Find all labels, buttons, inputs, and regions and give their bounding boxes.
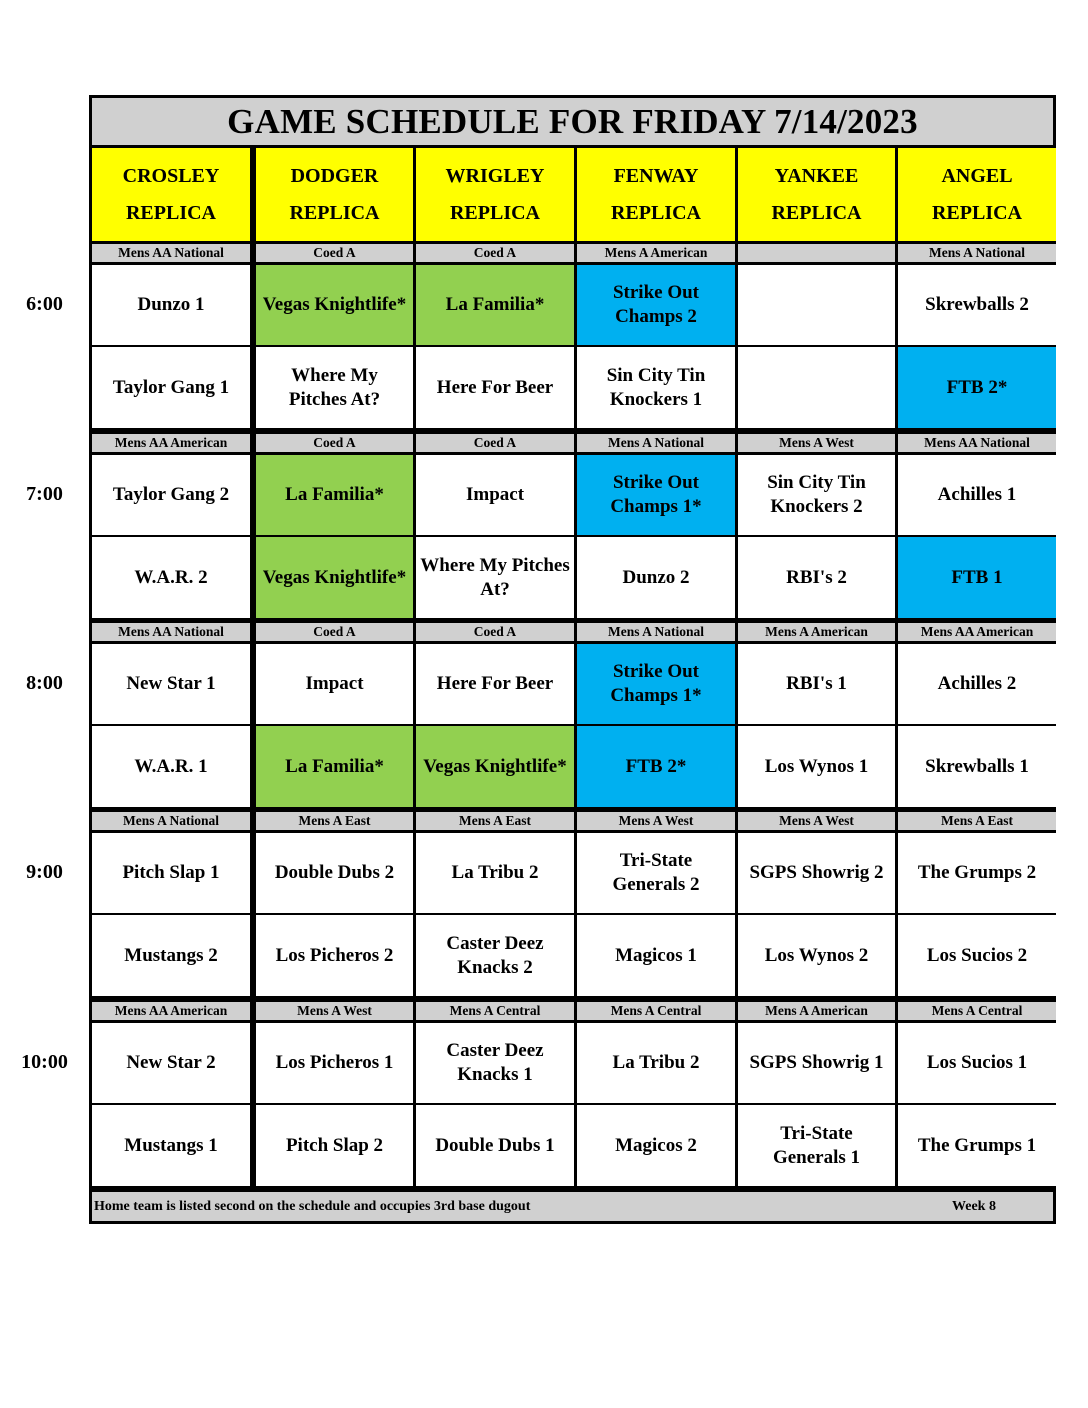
home-team-cell: Skrewballs 1: [898, 726, 1056, 807]
division-label: Mens A National: [898, 244, 1056, 262]
home-team-cell: Magicos 1: [577, 915, 735, 996]
page-title: GAME SCHEDULE FOR FRIDAY 7/14/2023: [92, 98, 1053, 145]
division-label: Coed A: [416, 244, 574, 262]
away-team-cell: Strike Out Champs 1*: [577, 644, 735, 724]
home-team-cell: Vegas Knightlife*: [256, 537, 413, 618]
home-team-cell: FTB 2*: [898, 347, 1056, 428]
time-label: 6:00: [26, 293, 63, 315]
away-team-cell: Los Sucios 1: [898, 1023, 1056, 1103]
division-label: Mens A National: [92, 812, 250, 830]
away-team-cell: Caster Deez Knacks 1: [416, 1023, 574, 1103]
away-team-cell: Impact: [256, 644, 413, 724]
field-name: ANGEL: [941, 164, 1013, 187]
home-team-cell: The Grumps 1: [898, 1105, 1056, 1186]
division-label: Mens A American: [738, 1002, 895, 1020]
home-team-cell: Sin City Tin Knockers 1: [577, 347, 735, 428]
division-label: [738, 244, 895, 262]
home-team-cell: Dunzo 2: [577, 537, 735, 618]
home-team-cell: Vegas Knightlife*: [416, 726, 574, 807]
division-label: Mens A West: [256, 1002, 413, 1020]
away-team-cell: La Tribu 2: [416, 833, 574, 913]
away-team-cell: New Star 1: [92, 644, 250, 724]
away-team-cell: Here For Beer: [416, 644, 574, 724]
away-team-cell: La Familia*: [256, 455, 413, 535]
away-team-cell: Strike Out Champs 2: [577, 265, 735, 345]
home-team-cell: Los Wynos 2: [738, 915, 895, 996]
schedule-table: [89, 95, 1056, 1224]
home-team-cell: Where My Pitches At?: [256, 347, 413, 428]
division-label: Mens A National: [577, 623, 735, 641]
away-team-cell: Pitch Slap 1: [92, 833, 250, 913]
time-label: 9:00: [26, 861, 63, 883]
away-team-cell: Vegas Knightlife*: [256, 265, 413, 345]
away-team-cell: La Familia*: [416, 265, 574, 345]
home-team-cell: Caster Deez Knacks 2: [416, 915, 574, 996]
field-type: REPLICA: [449, 201, 540, 224]
division-label: Mens A East: [416, 812, 574, 830]
home-team-cell: Mustangs 1: [92, 1105, 250, 1186]
field-type: REPLICA: [289, 201, 380, 224]
away-team-cell: Double Dubs 2: [256, 833, 413, 913]
division-label: Mens AA National: [898, 434, 1056, 452]
home-team-cell: W.A.R. 2: [92, 537, 250, 618]
away-team-cell: New Star 2: [92, 1023, 250, 1103]
home-team-cell: Los Wynos 1: [738, 726, 895, 807]
field-header: [898, 148, 1056, 241]
footer: [92, 1192, 1053, 1221]
away-team-cell: Dunzo 1: [92, 265, 250, 345]
away-team-cell: SGPS Showrig 1: [738, 1023, 895, 1103]
home-team-cell: FTB 1: [898, 537, 1056, 618]
home-team-cell: FTB 2*: [577, 726, 735, 807]
division-label: Coed A: [256, 244, 413, 262]
away-team-cell: [738, 265, 895, 345]
away-team-cell: Achilles 2: [898, 644, 1056, 724]
away-team-cell: Achilles 1: [898, 455, 1056, 535]
division-label: Mens AA American: [92, 434, 250, 452]
division-label: Mens A National: [577, 434, 735, 452]
away-team-cell: The Grumps 2: [898, 833, 1056, 913]
field-name: FENWAY: [613, 164, 699, 187]
division-label: Mens AA American: [92, 1002, 250, 1020]
time-label: 7:00: [26, 483, 63, 505]
field-type: REPLICA: [125, 201, 216, 224]
division-label: Coed A: [256, 434, 413, 452]
division-label: Coed A: [256, 623, 413, 641]
week-label: Week 8: [952, 1199, 996, 1214]
division-label: Mens A East: [256, 812, 413, 830]
division-label: Coed A: [416, 623, 574, 641]
division-label: Mens A West: [738, 434, 895, 452]
field-name: CROSLEY: [122, 164, 220, 187]
home-team-cell: Pitch Slap 2: [256, 1105, 413, 1186]
away-team-cell: Los Picheros 1: [256, 1023, 413, 1103]
away-team-cell: RBI's 1: [738, 644, 895, 724]
field-header: [738, 148, 895, 241]
field-header: [256, 148, 413, 241]
division-label: Mens A Central: [577, 1002, 735, 1020]
away-team-cell: Impact: [416, 455, 574, 535]
field-name: WRIGLEY: [445, 164, 545, 187]
time-label: 8:00: [26, 672, 63, 694]
field-type: REPLICA: [931, 201, 1022, 224]
home-team-cell: Mustangs 2: [92, 915, 250, 996]
away-team-cell: La Tribu 2: [577, 1023, 735, 1103]
division-label: Mens A American: [577, 244, 735, 262]
division-label: Mens AA American: [898, 623, 1056, 641]
away-team-cell: Strike Out Champs 1*: [577, 455, 735, 535]
division-label: Mens A East: [898, 812, 1056, 830]
away-team-cell: Tri-State Generals 2: [577, 833, 735, 913]
home-team-cell: Taylor Gang 1: [92, 347, 250, 428]
field-type: REPLICA: [610, 201, 701, 224]
home-team-cell: Here For Beer: [416, 347, 574, 428]
home-team-cell: [738, 347, 895, 428]
division-label: Coed A: [416, 434, 574, 452]
division-label: Mens A American: [738, 623, 895, 641]
away-team-cell: Taylor Gang 2: [92, 455, 250, 535]
footer-note: Home team is listed second on the schedule and occupies 3rd base dugout: [94, 1199, 531, 1214]
field-header: [416, 148, 574, 241]
home-team-cell: Double Dubs 1: [416, 1105, 574, 1186]
division-label: Mens AA National: [92, 244, 250, 262]
field-name: DODGER: [290, 164, 379, 187]
home-team-cell: Magicos 2: [577, 1105, 735, 1186]
home-team-cell: Los Sucios 2: [898, 915, 1056, 996]
away-team-cell: Skrewballs 2: [898, 265, 1056, 345]
home-team-cell: Los Picheros 2: [256, 915, 413, 996]
home-team-cell: La Familia*: [256, 726, 413, 807]
home-team-cell: Where My Pitches At?: [416, 537, 574, 618]
home-team-cell: Tri-State Generals 1: [738, 1105, 895, 1186]
division-label: Mens A West: [577, 812, 735, 830]
time-label: 10:00: [21, 1051, 68, 1073]
field-name: YANKEE: [774, 164, 859, 187]
home-team-cell: RBI's 2: [738, 537, 895, 618]
division-label: Mens AA National: [92, 623, 250, 641]
division-label: Mens A Central: [416, 1002, 574, 1020]
field-type: REPLICA: [771, 201, 862, 224]
home-team-cell: W.A.R. 1: [92, 726, 250, 807]
division-label: Mens A West: [738, 812, 895, 830]
away-team-cell: Sin City Tin Knockers 2: [738, 455, 895, 535]
field-header: [92, 148, 250, 241]
field-header: [577, 148, 735, 241]
away-team-cell: SGPS Showrig 2: [738, 833, 895, 913]
division-label: Mens A Central: [898, 1002, 1056, 1020]
